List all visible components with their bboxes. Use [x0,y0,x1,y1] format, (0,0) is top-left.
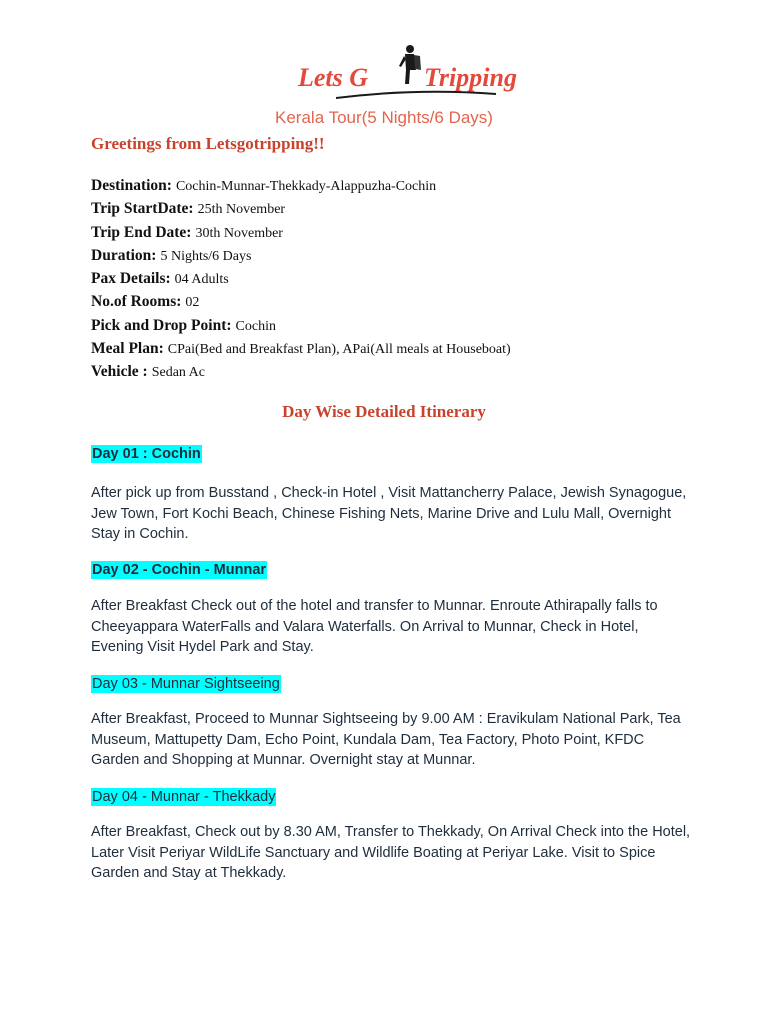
itinerary-heading: Day Wise Detailed Itinerary [282,402,486,421]
detail-label: Trip End Date: [91,223,192,241]
day-04-title: Day 04 - Munnar - Thekkady [92,789,276,805]
detail-label: No.of Rooms: [91,293,182,311]
detail-label: Pick and Drop Point: [91,316,232,334]
day-01-title: Day 01 : Cochin [92,446,201,462]
day-02-description: After Breakfast Check out of the hotel and transfer to Munnar. Enroute Athirapally falls to Cheeyappara WaterFalls and Valara Waterfalls. On Arrival to Munnar, Check in Hotel, Evening Visit Hydel Park and Stay. [91,598,658,655]
detail-value: 25th November [197,202,286,218]
detail-value: Cochin [235,318,276,334]
tour-subtitle: Kerala Tour(5 Nights/6 Days) [275,108,493,127]
detail-vehicle [91,360,731,383]
detail-label: Destination: [91,177,172,194]
day-04-description: After Breakfast, Check out by 8.30 AM, Transfer to Thekkady, On Arrival Check into the Hotel, Later Visit Periyar WildLife Sanctuary and Wildlife Boating at Periyar Lake. Visit to Spice Garden and Stay at Thekkady. [91,824,691,881]
detail-destination [91,174,731,197]
detail-duration [91,244,731,267]
detail-value: 02 [185,295,200,311]
greeting-heading: Greetings from Letsgotripping!! [91,134,325,153]
detail-rooms [91,290,731,313]
logo-text-left: Lets G [298,63,369,92]
trip-details [91,174,731,384]
hiker-icon [399,45,421,84]
detail-meal-plan [91,337,731,360]
detail-value: CPai(Bed and Breakfast Plan), APai(All meals at Houseboat) [167,342,511,358]
logo-text-right: Tripping [424,63,517,92]
detail-end-date [91,221,731,244]
detail-label: Vehicle : [91,363,148,381]
detail-label: Duration: [91,246,157,264]
detail-value: 30th November [195,225,283,241]
detail-value: 04 Adults [174,272,229,288]
detail-label: Trip StartDate: [91,200,194,218]
detail-value: 5 Nights/6 Days [160,248,252,264]
letsgotripping-logo [296,44,526,106]
detail-value: Sedan Ac [151,365,205,381]
detail-pax [91,267,731,290]
day-02-title: Day 02 - Cochin - Munnar [92,562,267,578]
detail-label: Pax Details: [91,270,171,288]
detail-pick-drop [91,314,731,337]
detail-value: Cochin-Munnar-Thekkady-Alappuzha-Cochin [175,179,437,194]
detail-label: Meal Plan: [91,340,164,358]
day-03-title: Day 03 - Munnar Sightseeing [92,676,280,692]
day-03-description: After Breakfast, Proceed to Munnar Sightseeing by 9.00 AM : Eravikulam National Park, Tea Museum, Mattupetty Dam, Echo Point, Kundala Dam, Tea Factory, Photo Point, KFDC Garden and Shopping at Munnar. Overnight stay at Munnar. [91,711,681,768]
day-01-description: After pick up from Busstand , Check-in Hotel , Visit Mattancherry Palace, Jewish Synagogue, Jew Town, Fort Kochi Beach, Chinese Fishing Nets, Marine Drive and Lulu Mall, Overnight Stay in Cochin. [91,485,687,542]
detail-start-date [91,197,731,220]
